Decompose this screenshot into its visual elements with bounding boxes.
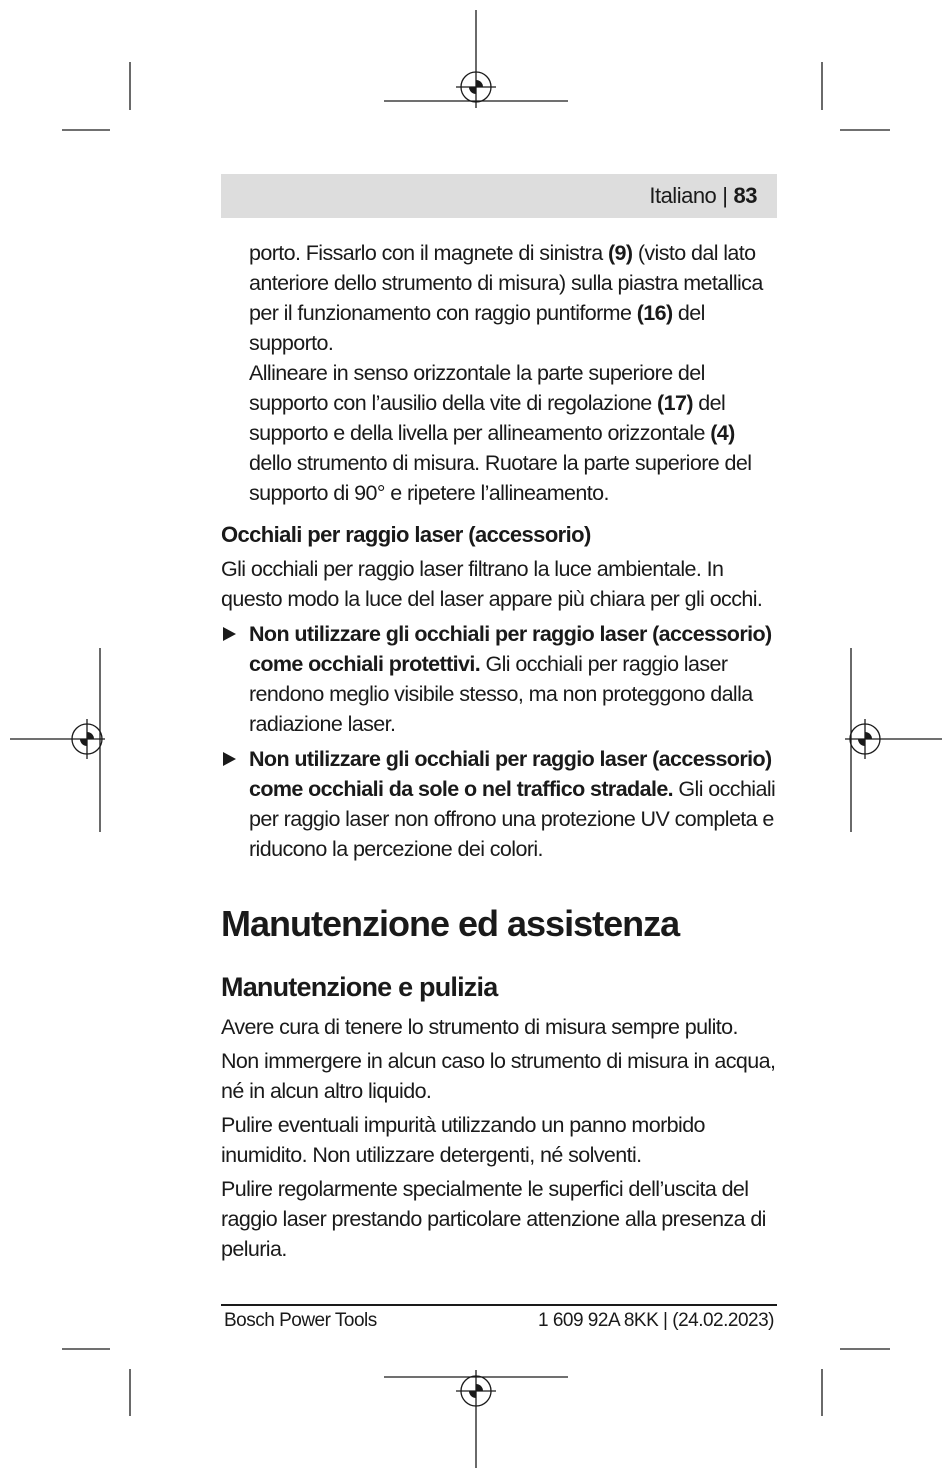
cleaning-paragraph-4: Pulire regolarmente specialmente le superfici dell’uscita del raggio laser prestando particolare attenzione alla presenza di peluria. <box>221 1177 766 1261</box>
footer-brand: Bosch Power Tools <box>224 1310 377 1331</box>
cleaning-paragraph-2: Non immergere in alcun caso lo strumento di misura in acqua, né in alcun altro liquido. <box>221 1049 776 1103</box>
cleaning-paragraph-1: Avere cura di tenere lo strumento di misura sempre pulito. <box>221 1015 738 1039</box>
footer-doc-code: 1 609 92A 8KK | (24.02.2023) <box>537 1310 774 1331</box>
bullet-triangle-icon <box>223 627 236 641</box>
page-content <box>221 238 777 1264</box>
glasses-intro: Gli occhiali per raggio laser filtrano la luce ambientale. In questo modo la luce del laser appare più chiara per gli occhi. <box>221 557 763 611</box>
warning-bullet-1: Non utilizzare gli occhiali per raggio laser (accessorio) come occhiali protettivi. Gli occhiali per raggio laser rendono meglio visibile stesso, ma non proteggono dalla radiazione laser. <box>221 619 777 739</box>
header-separator: | <box>722 183 728 208</box>
bullet-triangle-icon <box>223 752 236 766</box>
warning-bullet-2: Non utilizzare gli occhiali per raggio laser (accessorio) come occhiali da sole o nel traffico stradale. Gli occhiali per raggio laser non offrono una protezione UV completa e riducono la percezione dei colori. <box>221 744 777 864</box>
page-number: 83 <box>733 183 757 208</box>
page-footer <box>221 1304 777 1332</box>
page-header <box>221 174 777 218</box>
header-language: Italiano <box>649 183 717 208</box>
section-heading-glasses: Occhiali per raggio laser (accessorio) <box>221 522 591 547</box>
continuation-paragraph-1: porto. Fissarlo con il magnete di sinistra (9) (visto dal lato anteriore dello strumento di misura) sulla piastra metallica per il funzionamento con raggio puntiforme (16) del supporto. <box>249 241 763 355</box>
subsection-title-cleaning: Manutenzione e pulizia <box>221 972 498 1002</box>
continuation-paragraph-2: Allineare in senso orizzontale la parte superiore del supporto con l’ausilio della vite di regolazione (17) del supporto e della livella per allineamento orizzontale (4) dello strumento di misura. Ruotare la parte superiore del supporto di 90° e ripetere l’allineamento. <box>249 361 752 505</box>
section-title-maintenance: Manutenzione ed assistenza <box>221 903 680 944</box>
cleaning-paragraph-3: Pulire eventuali impurità utilizzando un panno morbido inumidito. Non utilizzare detergenti, né solventi. <box>221 1113 705 1167</box>
